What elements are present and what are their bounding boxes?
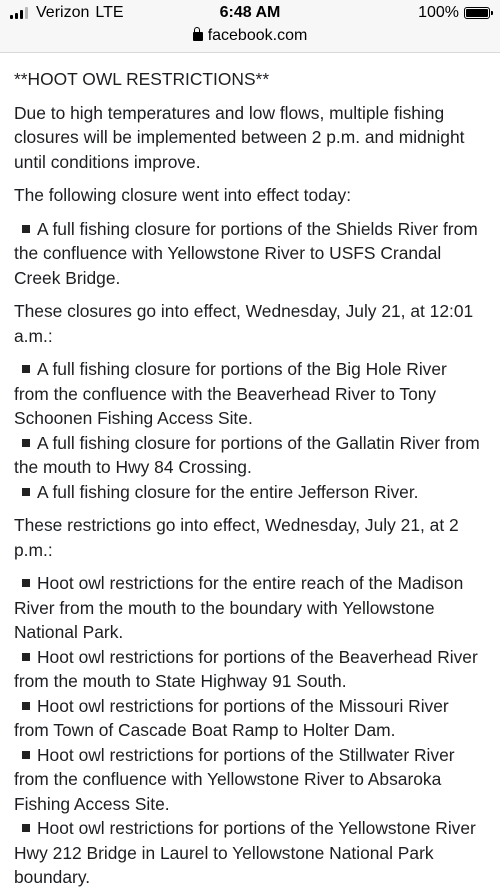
lock-icon bbox=[193, 32, 203, 41]
post-intro: Due to high temperatures and low flows, multiple fishing closures will be implemented between 2 p.m. and midnight until conditions improve. bbox=[14, 102, 465, 172]
square-bullet-icon bbox=[22, 579, 30, 587]
list-item-text: Hoot owl restrictions for portions of the Beaverhead River from the mouth to State Highway 91 South. bbox=[14, 646, 478, 691]
list-item bbox=[14, 480, 486, 505]
list-item bbox=[14, 217, 486, 291]
carrier-name: Verizon bbox=[36, 4, 90, 21]
bullet-list bbox=[14, 217, 486, 291]
network-type: LTE bbox=[95, 4, 124, 21]
list-item bbox=[14, 571, 486, 645]
list-item-text: Hoot owl restrictions for the entire reach of the Madison River from the mouth to the boundary with Yellowstone National Park. bbox=[14, 573, 464, 642]
list-item bbox=[14, 645, 486, 694]
battery-icon bbox=[464, 7, 490, 19]
list-item bbox=[14, 694, 486, 743]
bullet-list bbox=[14, 357, 486, 504]
list-item-text: Hoot owl restrictions for portions of the Stillwater River from the confluence with Yellowstone River to Absaroka Fishing Access Site. bbox=[14, 744, 455, 814]
list-item-text: A full fishing closure for portions of the Big Hole River from the confluence with the Beaverhead River to Tony Schoonen Fishing Access Site. bbox=[14, 359, 447, 428]
square-bullet-icon bbox=[22, 488, 30, 496]
list-item bbox=[14, 431, 486, 480]
square-bullet-icon bbox=[22, 702, 30, 710]
clock: 6:48 AM bbox=[219, 4, 281, 21]
square-bullet-icon bbox=[22, 751, 30, 759]
address-bar[interactable] bbox=[0, 26, 500, 53]
section-title: These closures go into effect, Wednesday, July 21, at 12:01 a.m.: bbox=[14, 301, 474, 346]
url-text[interactable]: facebook.com bbox=[207, 27, 308, 44]
post-body bbox=[0, 53, 500, 890]
list-item-text: A full fishing closure for portions of the Gallatin River from the mouth to Hwy 84 Crossing. bbox=[14, 432, 480, 477]
list-item-text: Hoot owl restrictions for portions of the Missouri River from Town of Cascade Boat Ramp to Holter Dam. bbox=[14, 695, 449, 740]
post-heading: **HOOT OWL RESTRICTIONS** bbox=[14, 69, 270, 89]
status-bar bbox=[0, 0, 500, 26]
square-bullet-icon bbox=[22, 225, 30, 233]
bullet-list bbox=[14, 571, 486, 890]
list-item bbox=[14, 743, 486, 817]
list-item bbox=[14, 357, 486, 431]
section-title: The following closure went into effect today: bbox=[14, 185, 352, 205]
list-item-text: A full fishing closure for the entire Jefferson River. bbox=[37, 481, 419, 502]
square-bullet-icon bbox=[22, 653, 30, 661]
list-item-text: A full fishing closure for portions of the Shields River from the confluence with Yellowstone River to USFS Crandal Creek Bridge. bbox=[14, 218, 478, 288]
square-bullet-icon bbox=[22, 365, 30, 373]
status-right bbox=[418, 4, 490, 22]
square-bullet-icon bbox=[22, 824, 30, 832]
section-title: These restrictions go into effect, Wednesday, July 21, at 2 p.m.: bbox=[14, 515, 459, 560]
battery-percentage: 100% bbox=[418, 4, 459, 21]
square-bullet-icon bbox=[22, 439, 30, 447]
list-item bbox=[14, 816, 486, 890]
list-item-text: Hoot owl restrictions for portions of the Yellowstone River Hwy 212 Bridge in Laurel to Yellowstone National Park boundary. bbox=[14, 818, 476, 887]
